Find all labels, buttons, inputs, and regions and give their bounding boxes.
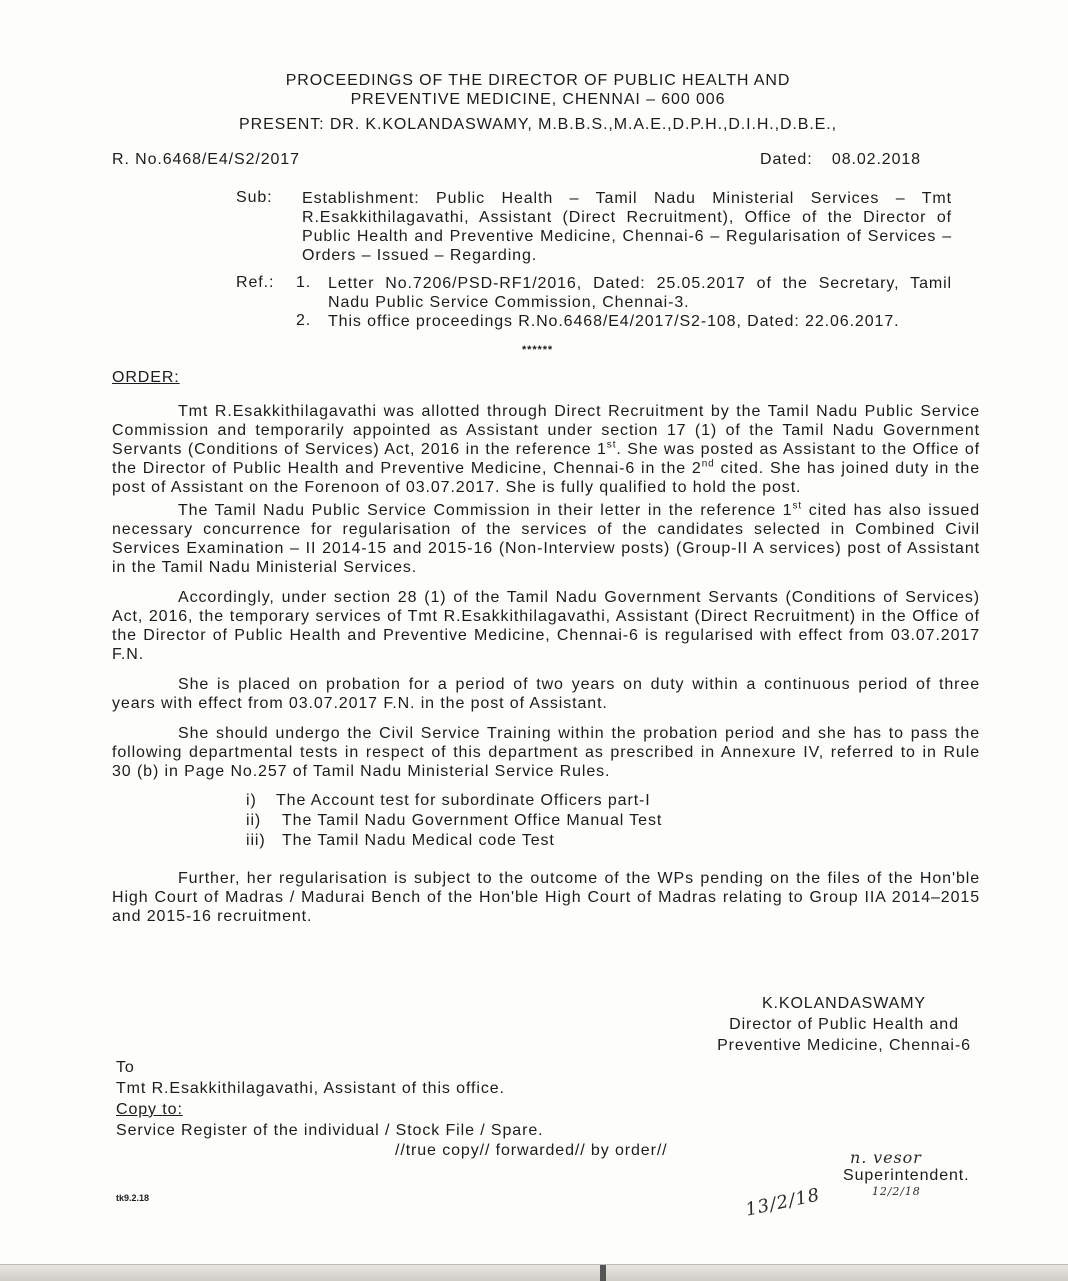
forwarded-line: //true copy// forwarded// by order// <box>395 1142 668 1159</box>
reference-number: R. No.6468/E4/S2/2017 <box>112 151 300 168</box>
ref-text: This office proceedings R.No.6468/E4/2017/S2-108, Dated: 22.06.2017. <box>328 313 900 330</box>
subject-block <box>236 189 952 265</box>
subject-text: Establishment: Public Health – Tamil Nadu Ministerial Services – Tmt R.Esakkithilagavathi, Assistant (Direct Recruitment), Office of the Director of Public Health and Preventive Medicine, Chennai-6 – Regularisation of Services – Orders – Issued – Regarding. <box>302 190 952 264</box>
dated-value: 08.02.2018 <box>831 151 921 168</box>
signatory-title-1: Director of Public Health and <box>729 1016 959 1033</box>
test-item <box>246 811 980 831</box>
superintendent-signature: n. vesor <box>850 1148 922 1167</box>
paragraph-3: Accordingly, under section 28 (1) of the Tamil Nadu Government Servants (Conditions of Services) Act, 2016, the temporary services of Tmt R.Esakkithilagavathi, Assistant (Direct Recruitment) in the Office of the Director of Public Health and Preventive Medicine, Chennai-6 is regularised with effect from 03.07.2017 F.N. <box>112 589 980 663</box>
signatory-title-2: Preventive Medicine, Chennai-6 <box>717 1037 971 1054</box>
present-line: PRESENT: DR. K.KOLANDASWAMY, M.B.B.S.,M.A.E.,D.P.H.,D.I.H.,D.B.E., <box>239 116 837 133</box>
document-header <box>0 71 1068 134</box>
test-text: The Account test for subordinate Officers part-I <box>276 792 651 809</box>
text: . She was posted as Assistant to the Office of the Director of Public Health and Preventive Medicine, Chennai-6 in the 2 <box>112 441 980 477</box>
text: Tmt R.Esakkithilagavathi was allotted through Direct Recruitment by the Tamil Nadu Public Service Commission and temporarily appointed as Assistant under section 17 (1) of the Tamil Nadu Government Servants (Conditions of Services) Act, 2016 in the reference 1 <box>112 403 980 458</box>
ref-number: 2. <box>296 312 312 329</box>
ref-label: Ref.: <box>236 274 275 291</box>
ref-item <box>296 312 952 331</box>
copy-to-text: Service Register of the individual / Stock File / Spare. <box>116 1122 544 1139</box>
tests-list <box>246 791 980 851</box>
ref-item <box>296 274 952 312</box>
paragraph-4: She is placed on probation for a period of two years on duty within a continuous period of three years with effect from 03.07.2017 F.N. in the post of Assistant. <box>112 676 980 712</box>
header-line-1: PROCEEDINGS OF THE DIRECTOR OF PUBLIC HEALTH AND <box>285 72 791 89</box>
scan-bottom-edge <box>0 1264 1068 1281</box>
copy-to-label: Copy to: <box>116 1101 183 1118</box>
test-item <box>246 831 980 851</box>
superscript: st <box>792 500 803 512</box>
scan-binder-mark <box>600 1265 606 1281</box>
paragraph-6: Further, her regularisation is subject to the outcome of the WPs pending on the files of the Hon'ble High Court of Madras / Madurai Bench of the Hon'ble High Court of Madras relating to Group IIA 2014–2015 and 2015-16 recruitment. <box>112 870 980 925</box>
text: cited. She has joined duty in the post of Assistant on the Forenoon of 03.07.2017. She is fully qualified to hold the post. <box>112 460 980 496</box>
initial-signature: 13/2/18 <box>743 1184 823 1221</box>
superscript: st <box>606 439 617 451</box>
references-block <box>236 274 952 331</box>
paragraph-5: She should undergo the Civil Service Training within the probation period and she has to pass the following departmental tests in respect of this department as prescribed in Annexure IV, referred to in Rule 30 (b) in Page No.257 of Tamil Nadu Ministerial Service Rules. <box>112 725 980 780</box>
text: cited has also issued necessary concurrence for regularisation of the services of the candidates selected in Combined Civil Services Examination – II 2014-15 and 2015-16 (Non-Interview posts) (Group-II A services) post of Assistant in the Tamil Nadu Ministerial Services. <box>112 502 980 576</box>
test-number: i) <box>246 792 257 809</box>
signatory-name: K.KOLANDASWAMY <box>761 995 927 1012</box>
order-heading: ORDER: <box>112 369 180 386</box>
superscript: nd <box>701 458 715 470</box>
test-text: The Tamil Nadu Government Office Manual Test <box>282 812 663 829</box>
superintendent-title: Superintendent. <box>843 1167 970 1184</box>
test-number: ii) <box>246 812 262 829</box>
test-text: The Tamil Nadu Medical code Test <box>282 832 555 849</box>
subject-label: Sub: <box>236 189 273 206</box>
distribution-block <box>116 1057 543 1141</box>
typist-reference: tk9.2.18 <box>116 1193 150 1203</box>
test-item <box>246 791 980 811</box>
date-line <box>760 151 921 169</box>
ref-number: 1. <box>296 274 312 291</box>
ref-text: Letter No.7206/PSD-RF1/2016, Dated: 25.05.2017 of the Secretary, Tamil Nadu Public Service Commission, Chennai-3. <box>328 275 952 311</box>
superintendent-date: 12/2/18 <box>872 1185 921 1198</box>
paragraph-2 <box>112 501 980 577</box>
paragraph-1 <box>112 402 980 497</box>
separator-stars: ****** <box>522 344 554 356</box>
order-body <box>112 402 980 926</box>
text: The Tamil Nadu Public Service Commission in their letter in the reference 1 <box>178 502 793 519</box>
signatory-block <box>680 993 1008 1056</box>
to-recipient: Tmt R.Esakkithilagavathi, Assistant of this office. <box>116 1080 505 1097</box>
dated-label: Dated: <box>760 151 813 168</box>
test-number: iii) <box>246 832 266 849</box>
to-label: To <box>116 1059 135 1076</box>
header-line-2: PREVENTIVE MEDICINE, CHENNAI – 600 006 <box>350 91 726 108</box>
